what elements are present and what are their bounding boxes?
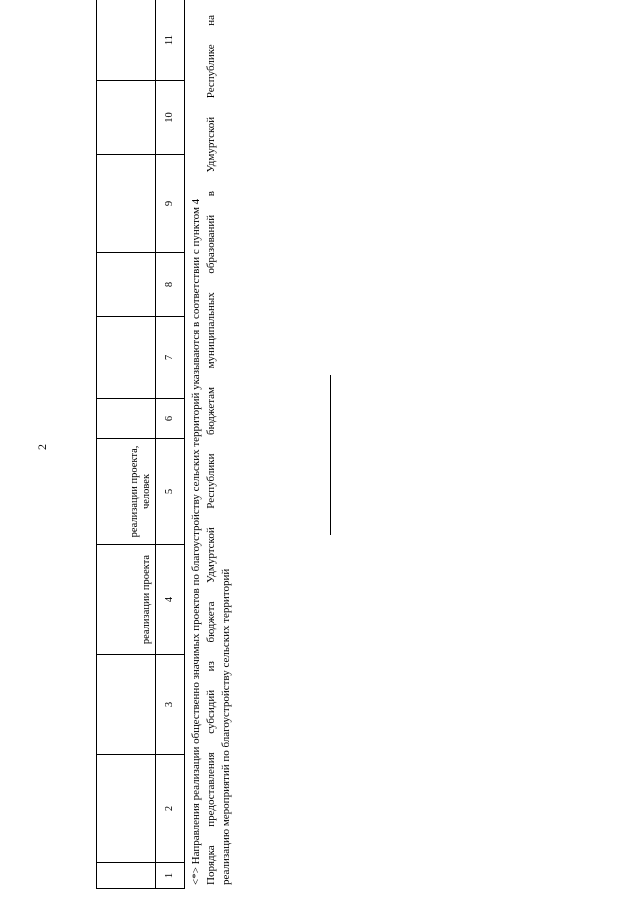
column-number-cell: 11 <box>156 0 185 81</box>
header-cell <box>97 755 156 863</box>
column-numbers-row <box>156 0 185 889</box>
header-cell <box>97 399 156 439</box>
header-cell <box>97 155 156 253</box>
header-cell <box>97 81 156 155</box>
projects-table <box>96 0 185 889</box>
column-number-cell: 1 <box>156 863 185 889</box>
separator-line <box>330 375 331 535</box>
page-number: 2 <box>35 444 49 450</box>
header-cell <box>97 253 156 317</box>
column-number-cell: 5 <box>156 439 185 545</box>
column-number-cell: 3 <box>156 655 185 755</box>
header-cell <box>97 655 156 755</box>
header-cell <box>97 317 156 399</box>
column-number-cell: 9 <box>156 155 185 253</box>
header-cell <box>97 0 156 81</box>
column-number-cell: 4 <box>156 545 185 655</box>
column-number-cell: 7 <box>156 317 185 399</box>
table-header-row <box>97 0 156 889</box>
header-cell: реализации проекта, человек <box>97 439 156 545</box>
column-number-cell: 10 <box>156 81 185 155</box>
column-number-cell: 2 <box>156 755 185 863</box>
header-cell <box>97 863 156 889</box>
column-number-cell: 8 <box>156 253 185 317</box>
footnote <box>189 15 234 885</box>
column-number-cell: 6 <box>156 399 185 439</box>
footnote-line: реализацию мероприятий по благоустройству сельских территорий <box>220 568 232 885</box>
header-cell: реализации проекта <box>97 545 156 655</box>
footnote-line: Порядка предоставления субсидий из бюджета Удмуртской Республики бюджетам муниципальных образований в Удмуртской Республике на <box>205 15 217 885</box>
footnote-line: <*> Направления реализации общественно значимых проектов по благоустройству сельских территорий указываются в соответствии с пунктом 4 <box>190 198 202 885</box>
